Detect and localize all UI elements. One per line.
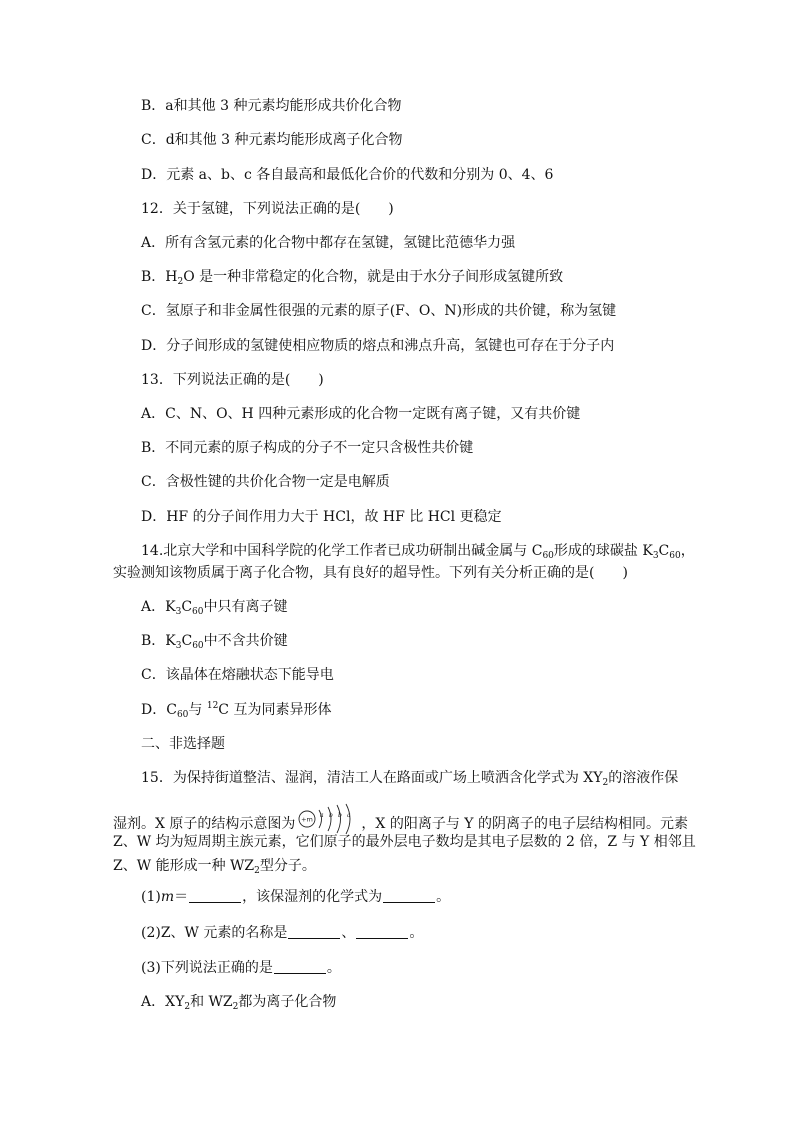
atomic-structure-diagram — [297, 802, 359, 836]
q12-option-b: B．$H_2O$ 是一种非常稳定的化合物，就是由于水分子间形成氢键所致 — [141, 269, 564, 287]
section-title-nonchoice: 二、非选择题 — [141, 736, 225, 752]
q14-option-d: D．$C_{60}$与 $^{12}$C 互为同素异形体 — [141, 701, 332, 720]
q15-part-2: (2)Z、W 元素的名称是 、 。 — [141, 925, 424, 941]
q13-option-c: C．含极性键的共价化合物一定是电解质 — [141, 474, 390, 490]
q11-option-b: B．a和其他 3 种元素均能形成共价化合物 — [141, 98, 402, 114]
q12-option-a: A．所有含氢元素的化合物中都存在氢键，氢键比范德华力强 — [141, 235, 516, 251]
shell-3-label: b — [338, 812, 343, 819]
q13-option-d: D．HF 的分子间作用力大于 HCl，故 HF 比 HCl 更稳定 — [141, 509, 502, 525]
answer-blank-formula[interactable] — [383, 888, 435, 903]
q13-option-b: B．不同元素的原子构成的分子不一定只含极性共价键 — [141, 440, 474, 456]
answer-blank-part3[interactable] — [274, 959, 326, 974]
answer-blank-m[interactable] — [189, 888, 241, 903]
q15-stem-line4: Z、W 能形成一种 $WZ_2$型分子。 — [113, 858, 316, 876]
q13-option-a: A．C、N、O、H 四种元素形成的化合物一定既有离子键，又有共价键 — [141, 406, 581, 422]
q11-option-d: D．元素 a、b、c 各自最高和最低化合价的代数和分别为 0、4、6 — [141, 167, 554, 183]
q14-option-c: C．该晶体在熔融状态下能导电 — [141, 667, 334, 683]
q13-stem: 13．下列说法正确的是( ) — [141, 372, 324, 388]
shell-2-label: b — [329, 812, 334, 819]
q15-option-a: A．$XY_2$和 $WZ_2$都为离子化合物 — [141, 994, 337, 1012]
answer-blank-z-name[interactable] — [288, 924, 340, 939]
shell-4-label: a — [347, 812, 351, 819]
q15-part-3: (3)下列说法正确的是 。 — [141, 960, 341, 976]
answer-blank-w-name[interactable] — [356, 924, 408, 939]
q14-option-b: B．$K_3C_{60}$中不含共价键 — [141, 633, 288, 651]
q14-option-a: A．$K_3C_{60}$中只有离子键 — [141, 599, 288, 617]
q12-stem: 12．关于氢键，下列说法正确的是( ) — [141, 201, 394, 217]
q14-stem-line2: 实验测知该物质属于离子化合物，具有良好的超导性。下列有关分析正确的是( ) — [113, 565, 628, 581]
q15-part-1: (1)m＝ ，该保湿剂的化学式为 。 — [141, 889, 451, 905]
q15-stem-line2: 湿剂。X 原子的结构示意图为 +m a b b a ，X 的阳离子与 Y 的阴离子的电子层结构相同。元素 — [113, 802, 688, 836]
q15-stem-line1: 15．为保持街道整洁、湿润，清洁工人在路面或广场上喷洒含化学式为 $XY_2$的溶液作保 — [141, 770, 679, 788]
nucleus-charge-label: +m — [301, 815, 314, 824]
shell-1-label: a — [320, 812, 324, 819]
q15-stem-line3: Z、W 均为短周期主族元素，它们原子的最外层电子数均是其电子层数的 2 倍，Z 与 Y 相邻且 — [113, 834, 696, 850]
q11-option-c: C．d和其他 3 种元素均能形成离子化合物 — [141, 132, 403, 148]
q12-option-d: D．分子间形成的氢键使相应物质的熔点和沸点升高，氢键也可存在于分子内 — [141, 338, 615, 354]
q12-option-c: C．氢原子和非金属性很强的元素的原子(F、O、N)形成的共价键，称为氢键 — [141, 303, 617, 319]
q14-stem-line1: 14.北京大学和中国科学院的化学工作者已成功研制出碱金属与 $C_{60}$形成的球碳盐 $K_3C_{60}$， — [141, 543, 695, 561]
